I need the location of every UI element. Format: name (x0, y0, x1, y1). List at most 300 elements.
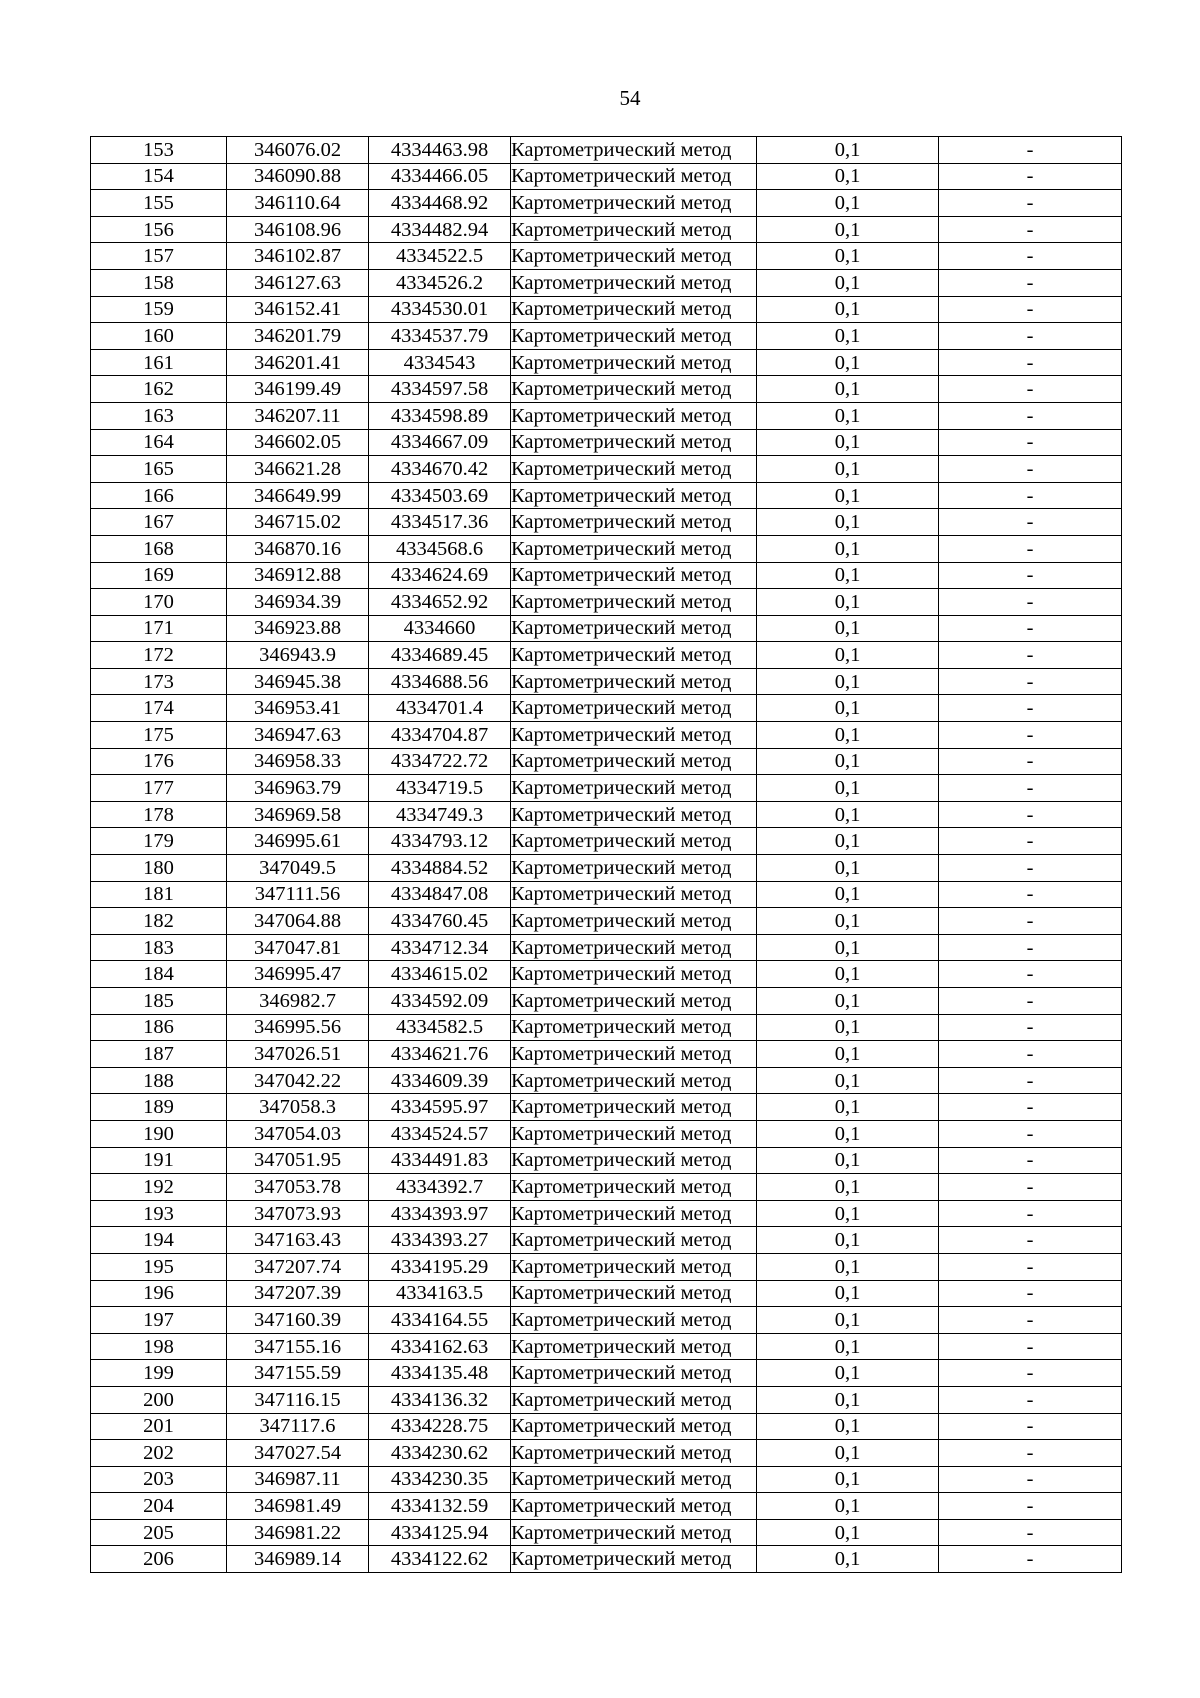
x-coordinate-cell: 346923.88 (227, 615, 369, 642)
y-coordinate-cell: 4334228.75 (369, 1413, 511, 1440)
note-cell: - (939, 1386, 1122, 1413)
point-number-cell: 187 (91, 1041, 227, 1068)
table-row (91, 1466, 1122, 1493)
note-cell: - (939, 801, 1122, 828)
method-cell: Картометрический метод (511, 881, 757, 908)
table-row (91, 1041, 1122, 1068)
x-coordinate-cell: 346958.33 (227, 748, 369, 775)
method-cell: Картометрический метод (511, 988, 757, 1015)
y-coordinate-cell: 4334522.5 (369, 243, 511, 270)
accuracy-cell: 0,1 (757, 934, 939, 961)
method-cell: Картометрический метод (511, 562, 757, 589)
table-row (91, 642, 1122, 669)
table-row (91, 828, 1122, 855)
method-cell: Картометрический метод (511, 1227, 757, 1254)
table-row (91, 163, 1122, 190)
point-number-cell: 194 (91, 1227, 227, 1254)
method-cell: Картометрический метод (511, 1440, 757, 1467)
note-cell: - (939, 1094, 1122, 1121)
table-row (91, 881, 1122, 908)
point-number-cell: 188 (91, 1067, 227, 1094)
accuracy-cell: 0,1 (757, 775, 939, 802)
point-number-cell: 167 (91, 509, 227, 536)
table-row (91, 1333, 1122, 1360)
point-number-cell: 175 (91, 722, 227, 749)
note-cell: - (939, 1120, 1122, 1147)
y-coordinate-cell: 4334660 (369, 615, 511, 642)
y-coordinate-cell: 4334392.7 (369, 1174, 511, 1201)
table-row (91, 402, 1122, 429)
table-row (91, 801, 1122, 828)
accuracy-cell: 0,1 (757, 163, 939, 190)
method-cell: Картометрический метод (511, 1360, 757, 1387)
x-coordinate-cell: 347207.39 (227, 1280, 369, 1307)
x-coordinate-cell: 346963.79 (227, 775, 369, 802)
table-row (91, 482, 1122, 509)
note-cell: - (939, 1546, 1122, 1573)
accuracy-cell: 0,1 (757, 642, 939, 669)
x-coordinate-cell: 347027.54 (227, 1440, 369, 1467)
y-coordinate-cell: 4334624.69 (369, 562, 511, 589)
point-number-cell: 165 (91, 456, 227, 483)
method-cell: Картометрический метод (511, 1493, 757, 1520)
table-row (91, 1360, 1122, 1387)
x-coordinate-cell: 347160.39 (227, 1307, 369, 1334)
x-coordinate-cell: 347058.3 (227, 1094, 369, 1121)
accuracy-cell: 0,1 (757, 456, 939, 483)
accuracy-cell: 0,1 (757, 1386, 939, 1413)
note-cell: - (939, 1307, 1122, 1334)
note-cell: - (939, 456, 1122, 483)
point-number-cell: 184 (91, 961, 227, 988)
point-number-cell: 186 (91, 1014, 227, 1041)
method-cell: Картометрический метод (511, 908, 757, 935)
y-coordinate-cell: 4334482.94 (369, 216, 511, 243)
x-coordinate-cell: 346870.16 (227, 535, 369, 562)
point-number-cell: 166 (91, 482, 227, 509)
accuracy-cell: 0,1 (757, 562, 939, 589)
table-row (91, 1440, 1122, 1467)
table-row (91, 908, 1122, 935)
y-coordinate-cell: 4334722.72 (369, 748, 511, 775)
table-row (91, 1094, 1122, 1121)
point-number-cell: 164 (91, 429, 227, 456)
accuracy-cell: 0,1 (757, 376, 939, 403)
accuracy-cell: 0,1 (757, 402, 939, 429)
point-number-cell: 161 (91, 349, 227, 376)
y-coordinate-cell: 4334393.97 (369, 1200, 511, 1227)
table-row (91, 961, 1122, 988)
x-coordinate-cell: 346715.02 (227, 509, 369, 536)
y-coordinate-cell: 4334463.98 (369, 137, 511, 164)
x-coordinate-cell: 347163.43 (227, 1227, 369, 1254)
x-coordinate-cell: 347049.5 (227, 855, 369, 882)
accuracy-cell: 0,1 (757, 1466, 939, 1493)
table-row (91, 855, 1122, 882)
x-coordinate-cell: 346207.11 (227, 402, 369, 429)
note-cell: - (939, 163, 1122, 190)
y-coordinate-cell: 4334712.34 (369, 934, 511, 961)
accuracy-cell: 0,1 (757, 1227, 939, 1254)
y-coordinate-cell: 4334164.55 (369, 1307, 511, 1334)
note-cell: - (939, 429, 1122, 456)
table-row (91, 722, 1122, 749)
point-number-cell: 155 (91, 190, 227, 217)
accuracy-cell: 0,1 (757, 1307, 939, 1334)
x-coordinate-cell: 346987.11 (227, 1466, 369, 1493)
method-cell: Картометрический метод (511, 1519, 757, 1546)
method-cell: Картометрический метод (511, 1120, 757, 1147)
note-cell: - (939, 1014, 1122, 1041)
y-coordinate-cell: 4334760.45 (369, 908, 511, 935)
x-coordinate-cell: 346201.41 (227, 349, 369, 376)
accuracy-cell: 0,1 (757, 1519, 939, 1546)
note-cell: - (939, 1413, 1122, 1440)
note-cell: - (939, 1041, 1122, 1068)
y-coordinate-cell: 4334162.63 (369, 1333, 511, 1360)
x-coordinate-cell: 347111.56 (227, 881, 369, 908)
x-coordinate-cell: 346108.96 (227, 216, 369, 243)
point-number-cell: 183 (91, 934, 227, 961)
point-number-cell: 171 (91, 615, 227, 642)
point-number-cell: 203 (91, 1466, 227, 1493)
table-row (91, 429, 1122, 456)
note-cell: - (939, 1200, 1122, 1227)
point-number-cell: 182 (91, 908, 227, 935)
point-number-cell: 205 (91, 1519, 227, 1546)
method-cell: Картометрический метод (511, 482, 757, 509)
x-coordinate-cell: 346110.64 (227, 190, 369, 217)
method-cell: Картометрический метод (511, 1333, 757, 1360)
coordinates-table-body (91, 137, 1122, 1573)
accuracy-cell: 0,1 (757, 137, 939, 164)
point-number-cell: 181 (91, 881, 227, 908)
method-cell: Картометрический метод (511, 828, 757, 855)
point-number-cell: 202 (91, 1440, 227, 1467)
note-cell: - (939, 535, 1122, 562)
x-coordinate-cell: 347064.88 (227, 908, 369, 935)
method-cell: Картометрический метод (511, 748, 757, 775)
y-coordinate-cell: 4334609.39 (369, 1067, 511, 1094)
accuracy-cell: 0,1 (757, 1147, 939, 1174)
x-coordinate-cell: 346090.88 (227, 163, 369, 190)
point-number-cell: 160 (91, 323, 227, 350)
point-number-cell: 206 (91, 1546, 227, 1573)
table-row (91, 509, 1122, 536)
accuracy-cell: 0,1 (757, 1174, 939, 1201)
method-cell: Картометрический метод (511, 1307, 757, 1334)
y-coordinate-cell: 4334847.08 (369, 881, 511, 908)
method-cell: Картометрический метод (511, 934, 757, 961)
table-row (91, 1280, 1122, 1307)
method-cell: Картометрический метод (511, 695, 757, 722)
x-coordinate-cell: 347042.22 (227, 1067, 369, 1094)
note-cell: - (939, 137, 1122, 164)
y-coordinate-cell: 4334595.97 (369, 1094, 511, 1121)
table-row (91, 269, 1122, 296)
point-number-cell: 189 (91, 1094, 227, 1121)
point-number-cell: 174 (91, 695, 227, 722)
method-cell: Картометрический метод (511, 296, 757, 323)
x-coordinate-cell: 346995.47 (227, 961, 369, 988)
y-coordinate-cell: 4334466.05 (369, 163, 511, 190)
point-number-cell: 180 (91, 855, 227, 882)
table-row (91, 589, 1122, 616)
note-cell: - (939, 775, 1122, 802)
y-coordinate-cell: 4334652.92 (369, 589, 511, 616)
point-number-cell: 201 (91, 1413, 227, 1440)
method-cell: Картометрический метод (511, 509, 757, 536)
table-row (91, 349, 1122, 376)
note-cell: - (939, 988, 1122, 1015)
y-coordinate-cell: 4334468.92 (369, 190, 511, 217)
x-coordinate-cell: 346947.63 (227, 722, 369, 749)
point-number-cell: 154 (91, 163, 227, 190)
note-cell: - (939, 1360, 1122, 1387)
note-cell: - (939, 668, 1122, 695)
accuracy-cell: 0,1 (757, 509, 939, 536)
accuracy-cell: 0,1 (757, 269, 939, 296)
x-coordinate-cell: 346102.87 (227, 243, 369, 270)
note-cell: - (939, 1519, 1122, 1546)
method-cell: Картометрический метод (511, 1253, 757, 1280)
y-coordinate-cell: 4334688.56 (369, 668, 511, 695)
point-number-cell: 170 (91, 589, 227, 616)
table-row (91, 323, 1122, 350)
note-cell: - (939, 1227, 1122, 1254)
y-coordinate-cell: 4334195.29 (369, 1253, 511, 1280)
x-coordinate-cell: 346076.02 (227, 137, 369, 164)
x-coordinate-cell: 346995.61 (227, 828, 369, 855)
method-cell: Картометрический метод (511, 269, 757, 296)
y-coordinate-cell: 4334719.5 (369, 775, 511, 802)
page-number: 54 (619, 86, 641, 110)
accuracy-cell: 0,1 (757, 1067, 939, 1094)
y-coordinate-cell: 4334503.69 (369, 482, 511, 509)
table-row (91, 1413, 1122, 1440)
point-number-cell: 204 (91, 1493, 227, 1520)
accuracy-cell: 0,1 (757, 1253, 939, 1280)
accuracy-cell: 0,1 (757, 1094, 939, 1121)
note-cell: - (939, 190, 1122, 217)
table-row (91, 562, 1122, 589)
point-number-cell: 156 (91, 216, 227, 243)
note-cell: - (939, 1333, 1122, 1360)
method-cell: Картометрический метод (511, 402, 757, 429)
accuracy-cell: 0,1 (757, 323, 939, 350)
x-coordinate-cell: 346995.56 (227, 1014, 369, 1041)
x-coordinate-cell: 346969.58 (227, 801, 369, 828)
x-coordinate-cell: 347155.59 (227, 1360, 369, 1387)
method-cell: Картометрический метод (511, 376, 757, 403)
accuracy-cell: 0,1 (757, 801, 939, 828)
y-coordinate-cell: 4334524.57 (369, 1120, 511, 1147)
note-cell: - (939, 855, 1122, 882)
y-coordinate-cell: 4334667.09 (369, 429, 511, 456)
point-number-cell: 190 (91, 1120, 227, 1147)
method-cell: Картометрический метод (511, 801, 757, 828)
x-coordinate-cell: 346602.05 (227, 429, 369, 456)
y-coordinate-cell: 4334884.52 (369, 855, 511, 882)
note-cell: - (939, 748, 1122, 775)
table-row (91, 1519, 1122, 1546)
x-coordinate-cell: 346953.41 (227, 695, 369, 722)
accuracy-cell: 0,1 (757, 615, 939, 642)
table-row (91, 1253, 1122, 1280)
note-cell: - (939, 1280, 1122, 1307)
y-coordinate-cell: 4334163.5 (369, 1280, 511, 1307)
method-cell: Картометрический метод (511, 1067, 757, 1094)
y-coordinate-cell: 4334125.94 (369, 1519, 511, 1546)
accuracy-cell: 0,1 (757, 1120, 939, 1147)
table-row (91, 775, 1122, 802)
y-coordinate-cell: 4334582.5 (369, 1014, 511, 1041)
method-cell: Картометрический метод (511, 243, 757, 270)
y-coordinate-cell: 4334568.6 (369, 535, 511, 562)
method-cell: Картометрический метод (511, 642, 757, 669)
table-row (91, 243, 1122, 270)
x-coordinate-cell: 346201.79 (227, 323, 369, 350)
y-coordinate-cell: 4334530.01 (369, 296, 511, 323)
x-coordinate-cell: 346982.7 (227, 988, 369, 1015)
accuracy-cell: 0,1 (757, 1413, 939, 1440)
y-coordinate-cell: 4334543 (369, 349, 511, 376)
note-cell: - (939, 1466, 1122, 1493)
method-cell: Картометрический метод (511, 589, 757, 616)
table-row (91, 1067, 1122, 1094)
note-cell: - (939, 376, 1122, 403)
y-coordinate-cell: 4334517.36 (369, 509, 511, 536)
y-coordinate-cell: 4334491.83 (369, 1147, 511, 1174)
x-coordinate-cell: 346912.88 (227, 562, 369, 589)
point-number-cell: 198 (91, 1333, 227, 1360)
accuracy-cell: 0,1 (757, 1440, 939, 1467)
method-cell: Картометрический метод (511, 1546, 757, 1573)
note-cell: - (939, 1253, 1122, 1280)
point-number-cell: 199 (91, 1360, 227, 1387)
point-number-cell: 179 (91, 828, 227, 855)
method-cell: Картометрический метод (511, 1413, 757, 1440)
table-row (91, 456, 1122, 483)
x-coordinate-cell: 346943.9 (227, 642, 369, 669)
table-row (91, 1386, 1122, 1413)
table-row (91, 376, 1122, 403)
accuracy-cell: 0,1 (757, 1280, 939, 1307)
accuracy-cell: 0,1 (757, 961, 939, 988)
accuracy-cell: 0,1 (757, 722, 939, 749)
note-cell: - (939, 881, 1122, 908)
y-coordinate-cell: 4334704.87 (369, 722, 511, 749)
method-cell: Картометрический метод (511, 1094, 757, 1121)
method-cell: Картометрический метод (511, 775, 757, 802)
x-coordinate-cell: 347155.16 (227, 1333, 369, 1360)
point-number-cell: 168 (91, 535, 227, 562)
note-cell: - (939, 243, 1122, 270)
note-cell: - (939, 1174, 1122, 1201)
x-coordinate-cell: 346945.38 (227, 668, 369, 695)
method-cell: Картометрический метод (511, 1466, 757, 1493)
note-cell: - (939, 562, 1122, 589)
accuracy-cell: 0,1 (757, 828, 939, 855)
note-cell: - (939, 323, 1122, 350)
point-number-cell: 200 (91, 1386, 227, 1413)
x-coordinate-cell: 346989.14 (227, 1546, 369, 1573)
table-row (91, 296, 1122, 323)
point-number-cell: 177 (91, 775, 227, 802)
method-cell: Картометрический метод (511, 615, 757, 642)
x-coordinate-cell: 346127.63 (227, 269, 369, 296)
accuracy-cell: 0,1 (757, 668, 939, 695)
method-cell: Картометрический метод (511, 1174, 757, 1201)
point-number-cell: 159 (91, 296, 227, 323)
table-row (91, 748, 1122, 775)
y-coordinate-cell: 4334670.42 (369, 456, 511, 483)
y-coordinate-cell: 4334230.35 (369, 1466, 511, 1493)
note-cell: - (939, 1067, 1122, 1094)
x-coordinate-cell: 347051.95 (227, 1147, 369, 1174)
note-cell: - (939, 908, 1122, 935)
accuracy-cell: 0,1 (757, 1333, 939, 1360)
table-row (91, 615, 1122, 642)
accuracy-cell: 0,1 (757, 190, 939, 217)
accuracy-cell: 0,1 (757, 243, 939, 270)
x-coordinate-cell: 346621.28 (227, 456, 369, 483)
y-coordinate-cell: 4334597.58 (369, 376, 511, 403)
table-row (91, 1200, 1122, 1227)
method-cell: Картометрический метод (511, 535, 757, 562)
x-coordinate-cell: 347116.15 (227, 1386, 369, 1413)
point-number-cell: 196 (91, 1280, 227, 1307)
table-row (91, 190, 1122, 217)
point-number-cell: 163 (91, 402, 227, 429)
x-coordinate-cell: 346934.39 (227, 589, 369, 616)
method-cell: Картометрический метод (511, 1014, 757, 1041)
method-cell: Картометрический метод (511, 855, 757, 882)
y-coordinate-cell: 4334615.02 (369, 961, 511, 988)
accuracy-cell: 0,1 (757, 535, 939, 562)
method-cell: Картометрический метод (511, 190, 757, 217)
x-coordinate-cell: 346152.41 (227, 296, 369, 323)
point-number-cell: 191 (91, 1147, 227, 1174)
note-cell: - (939, 589, 1122, 616)
table-row (91, 535, 1122, 562)
accuracy-cell: 0,1 (757, 988, 939, 1015)
point-number-cell: 195 (91, 1253, 227, 1280)
point-number-cell: 178 (91, 801, 227, 828)
method-cell: Картометрический метод (511, 216, 757, 243)
y-coordinate-cell: 4334592.09 (369, 988, 511, 1015)
table-row (91, 216, 1122, 243)
accuracy-cell: 0,1 (757, 1360, 939, 1387)
x-coordinate-cell: 347047.81 (227, 934, 369, 961)
y-coordinate-cell: 4334230.62 (369, 1440, 511, 1467)
accuracy-cell: 0,1 (757, 429, 939, 456)
method-cell: Картометрический метод (511, 1147, 757, 1174)
y-coordinate-cell: 4334393.27 (369, 1227, 511, 1254)
table-row (91, 668, 1122, 695)
accuracy-cell: 0,1 (757, 1200, 939, 1227)
method-cell: Картометрический метод (511, 1041, 757, 1068)
table-row (91, 137, 1122, 164)
accuracy-cell: 0,1 (757, 1493, 939, 1520)
method-cell: Картометрический метод (511, 163, 757, 190)
point-number-cell: 185 (91, 988, 227, 1015)
point-number-cell: 197 (91, 1307, 227, 1334)
method-cell: Картометрический метод (511, 1386, 757, 1413)
accuracy-cell: 0,1 (757, 1546, 939, 1573)
method-cell: Картометрический метод (511, 722, 757, 749)
table-row (91, 1227, 1122, 1254)
